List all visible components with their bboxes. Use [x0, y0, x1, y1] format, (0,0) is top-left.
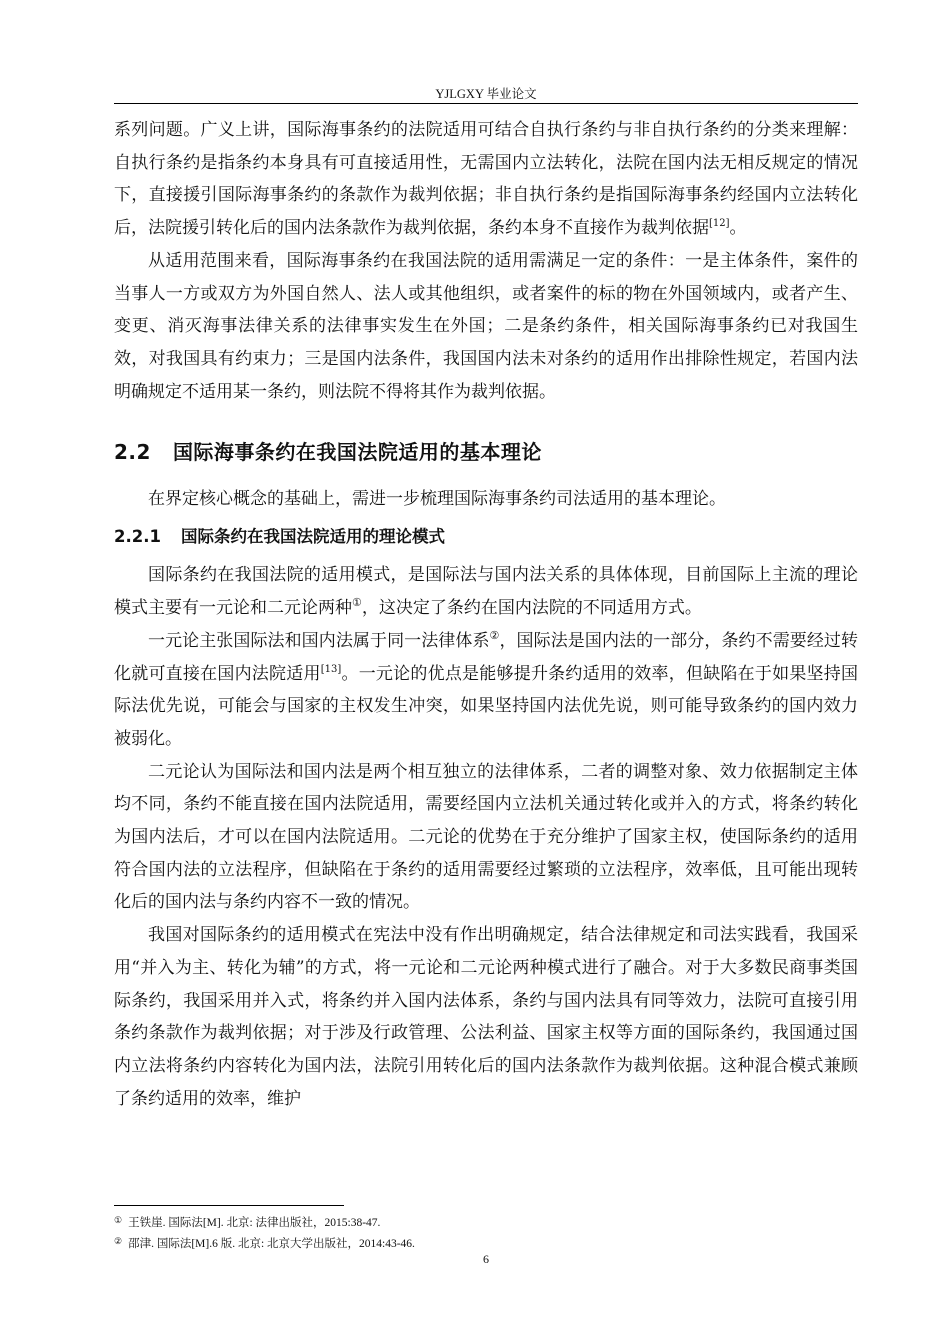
header-rule: [114, 103, 858, 104]
paragraph-1: [114, 114, 858, 245]
page-number: 6: [483, 1252, 489, 1266]
footnote-mark-1: ①: [352, 596, 362, 610]
paragraph-1-end: 。: [729, 218, 747, 239]
section-number: 2.2: [114, 440, 151, 465]
footnote-rule: [114, 1205, 344, 1206]
footnote-2: [114, 1232, 858, 1253]
paragraph-5-text-c: 。一元论的优点是能够提升条约适用的效率，但缺陷在于如果坚持国际法优先说，可能会与国家的主权发生冲突，如果坚持国内法优先说，则可能导致条约的国内效力被弱化。: [114, 663, 859, 749]
footnote-1-text: 王铁崖. 国际法[M]. 北京: 法律出版社，2015:38-47.: [128, 1217, 381, 1229]
section-title: 国际海事条约在我国法院适用的基本理论: [172, 440, 542, 465]
citation-13: [13]: [320, 663, 342, 675]
paragraph-5-text-a: 一元论主张国际法和国内法属于同一法律体系: [148, 630, 490, 651]
footnote-2-number: ②: [114, 1236, 123, 1246]
paragraph-3: 在界定核心概念的基础上，需进一步梳理国际海事条约司法适用的基本理论。: [148, 489, 726, 510]
citation-12: [12]: [709, 218, 730, 230]
subsection-heading-2-2-1: [114, 521, 858, 554]
subsection-number: 2.2.1: [114, 526, 161, 546]
footnote-mark-2: ②: [489, 628, 500, 642]
paragraph-1-text: 系列问题。广义上讲，国际海事条约的法院适用可结合自执行条约与非自执行条约的分类来理解：自执行条约是指条约本身具有可直接适用性，无需国内立法转化，法院在国内法无相反规定的情况下，直接援引国际海事条约的条款作为裁判依据；非自执行条约是指国际海事条约经国内立法转化后，法院援引转化后的国内法条款作为裁判依据，条约本身不直接作为裁判依据: [114, 120, 858, 239]
paragraph-4-text: 国际条约在我国法院的适用模式，是国际法与国内法关系的具体体现，目前国际上主流的理论模式主要有一元论和二元论两种: [114, 565, 858, 619]
footnote-1: [114, 1211, 858, 1232]
paragraph-2: 从适用范围来看，国际海事条约在我国法院的适用需满足一定的条件：一是主体条件，案件的当事人一方或双方为外国自然人、法人或其他组织，或者案件的标的物在外国领域内，或者产生、变更、消灭海事法律关系的法律事实发生在外国；二是条约条件，相关国际海事条约已对我国生效，对我国具有约束力；三是国内法条件，我国国内法未对条约的适用作出排除性规定，若国内法明确规定不适用某一条约，则法院不得将其作为裁判依据。: [114, 250, 858, 402]
paragraph-6: 二元论认为国际法和国内法是两个相互独立的法律体系，二者的调整对象、效力依据制定主体均不同，条约不能直接在国内法院适用，需要经国内立法机关通过转化或并入的方式，将条约转化为国内法后，才可以在国内法院适用。二元论的优势在于充分维护了国家主权，使国际条约的适用符合国内法的立法程序，但缺陷在于条约的适用需要经过繁琐的立法程序，效率低，且可能出现转化后的国内法与条约内容不一致的情况。: [114, 761, 858, 913]
subsection-title: 国际条约在我国法院适用的理论模式: [180, 526, 445, 546]
section-heading-2-2: [114, 436, 858, 469]
paragraph-7: 我国对国际条约的适用模式在宪法中没有作出明确规定，结合法律规定和司法实践看，我国采用“并入为主、转化为辅”的方式，将一元论和二元论两种模式进行了融合。对于大多数民商事类国际条约，我国采用并入式，将条约并入国内法体系，条约与国内法具有同等效力，法院可直接引用条约条款作为裁判依据；对于涉及行政管理、公法利益、国家主权等方面的国际条约，我国通过国内立法将条约内容转化为国内法，法院引用转化后的国内法条款作为裁判依据。这种混合模式兼顾了条约适用的效率，维护: [114, 925, 858, 1109]
paragraph-5: [114, 625, 858, 756]
paragraph-5-text-b: ，国际法是国内法的一部分，条约不需要经过转化就可直接在国内法院适用: [114, 630, 859, 684]
footnote-1-number: ①: [114, 1215, 123, 1225]
paragraph-4-end: ，这决定了条约在国内法院的不同适用方式。: [361, 598, 702, 619]
footnote-2-text: 邵津. 国际法[M].6 版. 北京: 北京大学出版社，2014:43-46.: [128, 1238, 415, 1250]
footnotes: [114, 1211, 858, 1253]
body-text: [114, 114, 858, 1115]
paragraph-4: [114, 559, 858, 624]
running-header: YJLGXY 毕业论文: [435, 87, 537, 101]
